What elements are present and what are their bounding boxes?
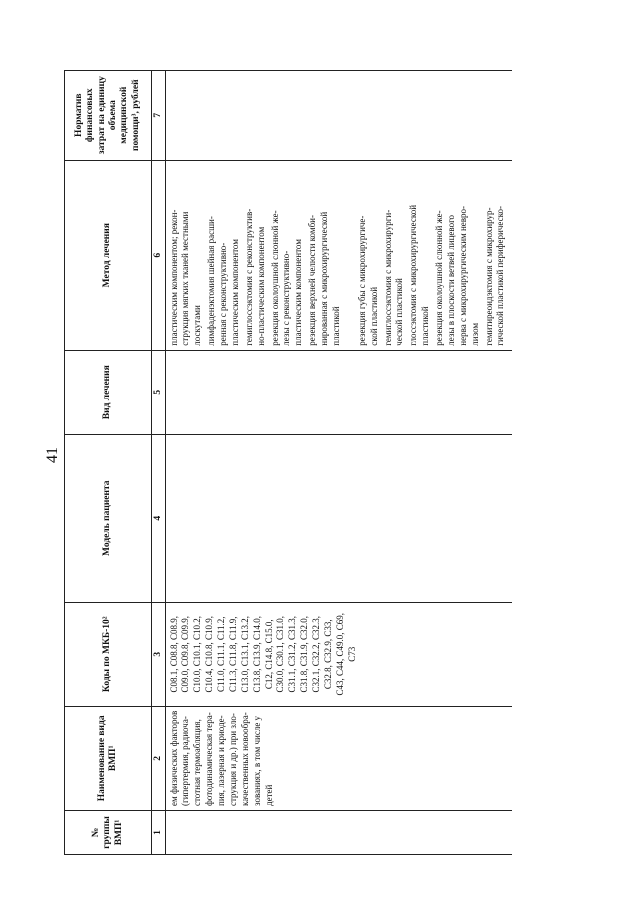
column-number: 7 [152, 70, 166, 160]
method-line: гемитиреоидэктомия с микрохирур- [483, 207, 494, 346]
icd-code-line: C12, C14.8, C15.0, [263, 619, 274, 690]
method-item [434, 165, 482, 346]
method-line: ренная с реконструктивно- [218, 242, 229, 346]
column-number: 6 [152, 160, 166, 350]
method-line: но-пластическим компонентом [255, 226, 266, 346]
method-line: гемиглоссэктомия с реконструктив- [243, 208, 254, 346]
treatment-type-cell [165, 350, 512, 434]
vmp-name-line: детей [263, 784, 274, 806]
icd-codes-cell [165, 602, 512, 706]
icd-code-line: C10.0, C10.1, C10.2, [192, 615, 203, 693]
header-treatment-type: Вид лечения [65, 350, 152, 434]
icd-code-line: C32.8, C32.9, C33, [322, 619, 333, 690]
vmp-name-line: стотная термоабляция, [192, 719, 203, 806]
icd-code-line: C13.8, C13.9, C14.0, [251, 615, 262, 693]
icd-code-line: C08.1, C08.8, C08.9, [168, 615, 179, 693]
header-vmp-name: Наименование вида ВМП¹ [65, 706, 152, 810]
method-line: гической пластикой периферическо- [495, 206, 506, 346]
table-row [165, 70, 512, 854]
method-line: нированная с микрохирургической [319, 211, 330, 346]
column-number: 4 [152, 434, 166, 602]
icd-code-line: C09.0, C09.8, C09.9, [180, 615, 191, 693]
icd-code-line: C31.8, C31.9, C32.0, [299, 615, 310, 693]
vmp-name-line: зованиях, в том числе у [251, 715, 262, 806]
method-item [357, 165, 381, 346]
method-item [484, 165, 508, 346]
method-item [383, 165, 407, 346]
vmp-name-line: струкция и др.) при зло- [227, 713, 238, 806]
vmp-name-cell [165, 706, 512, 810]
header-cost-norm: Норматив финансовых затрат на единицу объема медицинской помощи³, рублей [65, 70, 152, 160]
icd-code-line: C11.3, C11.8, C11.9, [227, 616, 238, 692]
method-line: лоскутами [192, 305, 203, 346]
group-number-cell [165, 811, 512, 855]
method-line: ской пластикой [368, 286, 379, 346]
method-item [270, 165, 306, 346]
method-line: резекция околоушной слюнной же- [434, 210, 445, 346]
column-number: 1 [152, 811, 166, 855]
cost-norm-cell [165, 70, 512, 160]
icd-code-line: C32.1, C32.2, C32.3, [311, 615, 322, 693]
method-line: лезы в плоскости ветвей лицевого [445, 214, 456, 346]
vmp-name-line: фотодинамическая тера- [204, 712, 215, 806]
icd-code-line: C73 [346, 646, 357, 662]
vmp-name-line: (гипертермия, радиоча- [180, 716, 191, 806]
icd-code-line: C11.0, C11.1, C11.2, [216, 616, 227, 692]
icd-code-line: C43, C44, C49.0, C69, [334, 612, 345, 696]
column-number-row [152, 70, 166, 854]
method-line: пластическим компонентом; рекон- [168, 209, 179, 346]
header-group-number: № группы ВМП¹ [65, 811, 152, 855]
method-line: глоссэктомия с микрохирургической [408, 204, 419, 346]
method-line: пластикой [420, 306, 431, 346]
vmp-name-line: качественных новообра- [239, 712, 250, 806]
method-line: пластическим компонентом [293, 239, 304, 346]
method-item [408, 165, 432, 346]
icd-code-line: C10.4, C10.8, C10.9, [204, 615, 215, 693]
column-number: 5 [152, 350, 166, 434]
method-item [307, 165, 343, 346]
method-line: резекция губы с микрохирургиче- [356, 215, 367, 346]
method-line: резекция околоушной слюнной же- [269, 210, 280, 346]
header-row [65, 70, 152, 854]
method-line: резекция верхней челюсти комби- [307, 215, 318, 346]
method-line: пластикой [330, 306, 341, 346]
icd-code-line: C13.0, C13.1, C13.2, [239, 615, 250, 693]
vmp-name-line: ем физических факторов [168, 710, 179, 806]
treatment-method-cell [165, 160, 512, 350]
method-line: струкция мягких тканей местными [180, 211, 191, 346]
method-line: ческой пластикой [394, 278, 405, 346]
method-line: пластическим компонентом [229, 239, 240, 346]
column-number: 3 [152, 602, 166, 706]
header-treatment-method: Метод лечения [65, 160, 152, 350]
header-patient-model: Модель пациента [65, 434, 152, 602]
vmp-name-line: пия, лазерная и криоде- [216, 715, 227, 806]
vmp-table [64, 70, 512, 855]
method-line: нерва с микрохирургическим невро- [457, 205, 468, 346]
icd-code-line: C31.1, C31.2, C31.3, [287, 615, 298, 693]
method-line: лизом [469, 322, 480, 346]
header-icd-codes: Коды по МКБ-10² [65, 602, 152, 706]
patient-model-cell [165, 434, 512, 602]
method-line: лимфаденэктомия шейная расши- [206, 216, 217, 346]
method-item [206, 165, 242, 346]
method-line: лезы с реконструктивно- [281, 250, 292, 346]
icd-code-line: C30.0, C30.1, C31.0, [275, 615, 286, 693]
page-number: 41 [44, 447, 61, 463]
method-item [244, 165, 268, 346]
column-number: 2 [152, 706, 166, 810]
method-item [169, 165, 205, 346]
method-line: гемиглоссэктомия с микрохирурги- [382, 209, 393, 346]
